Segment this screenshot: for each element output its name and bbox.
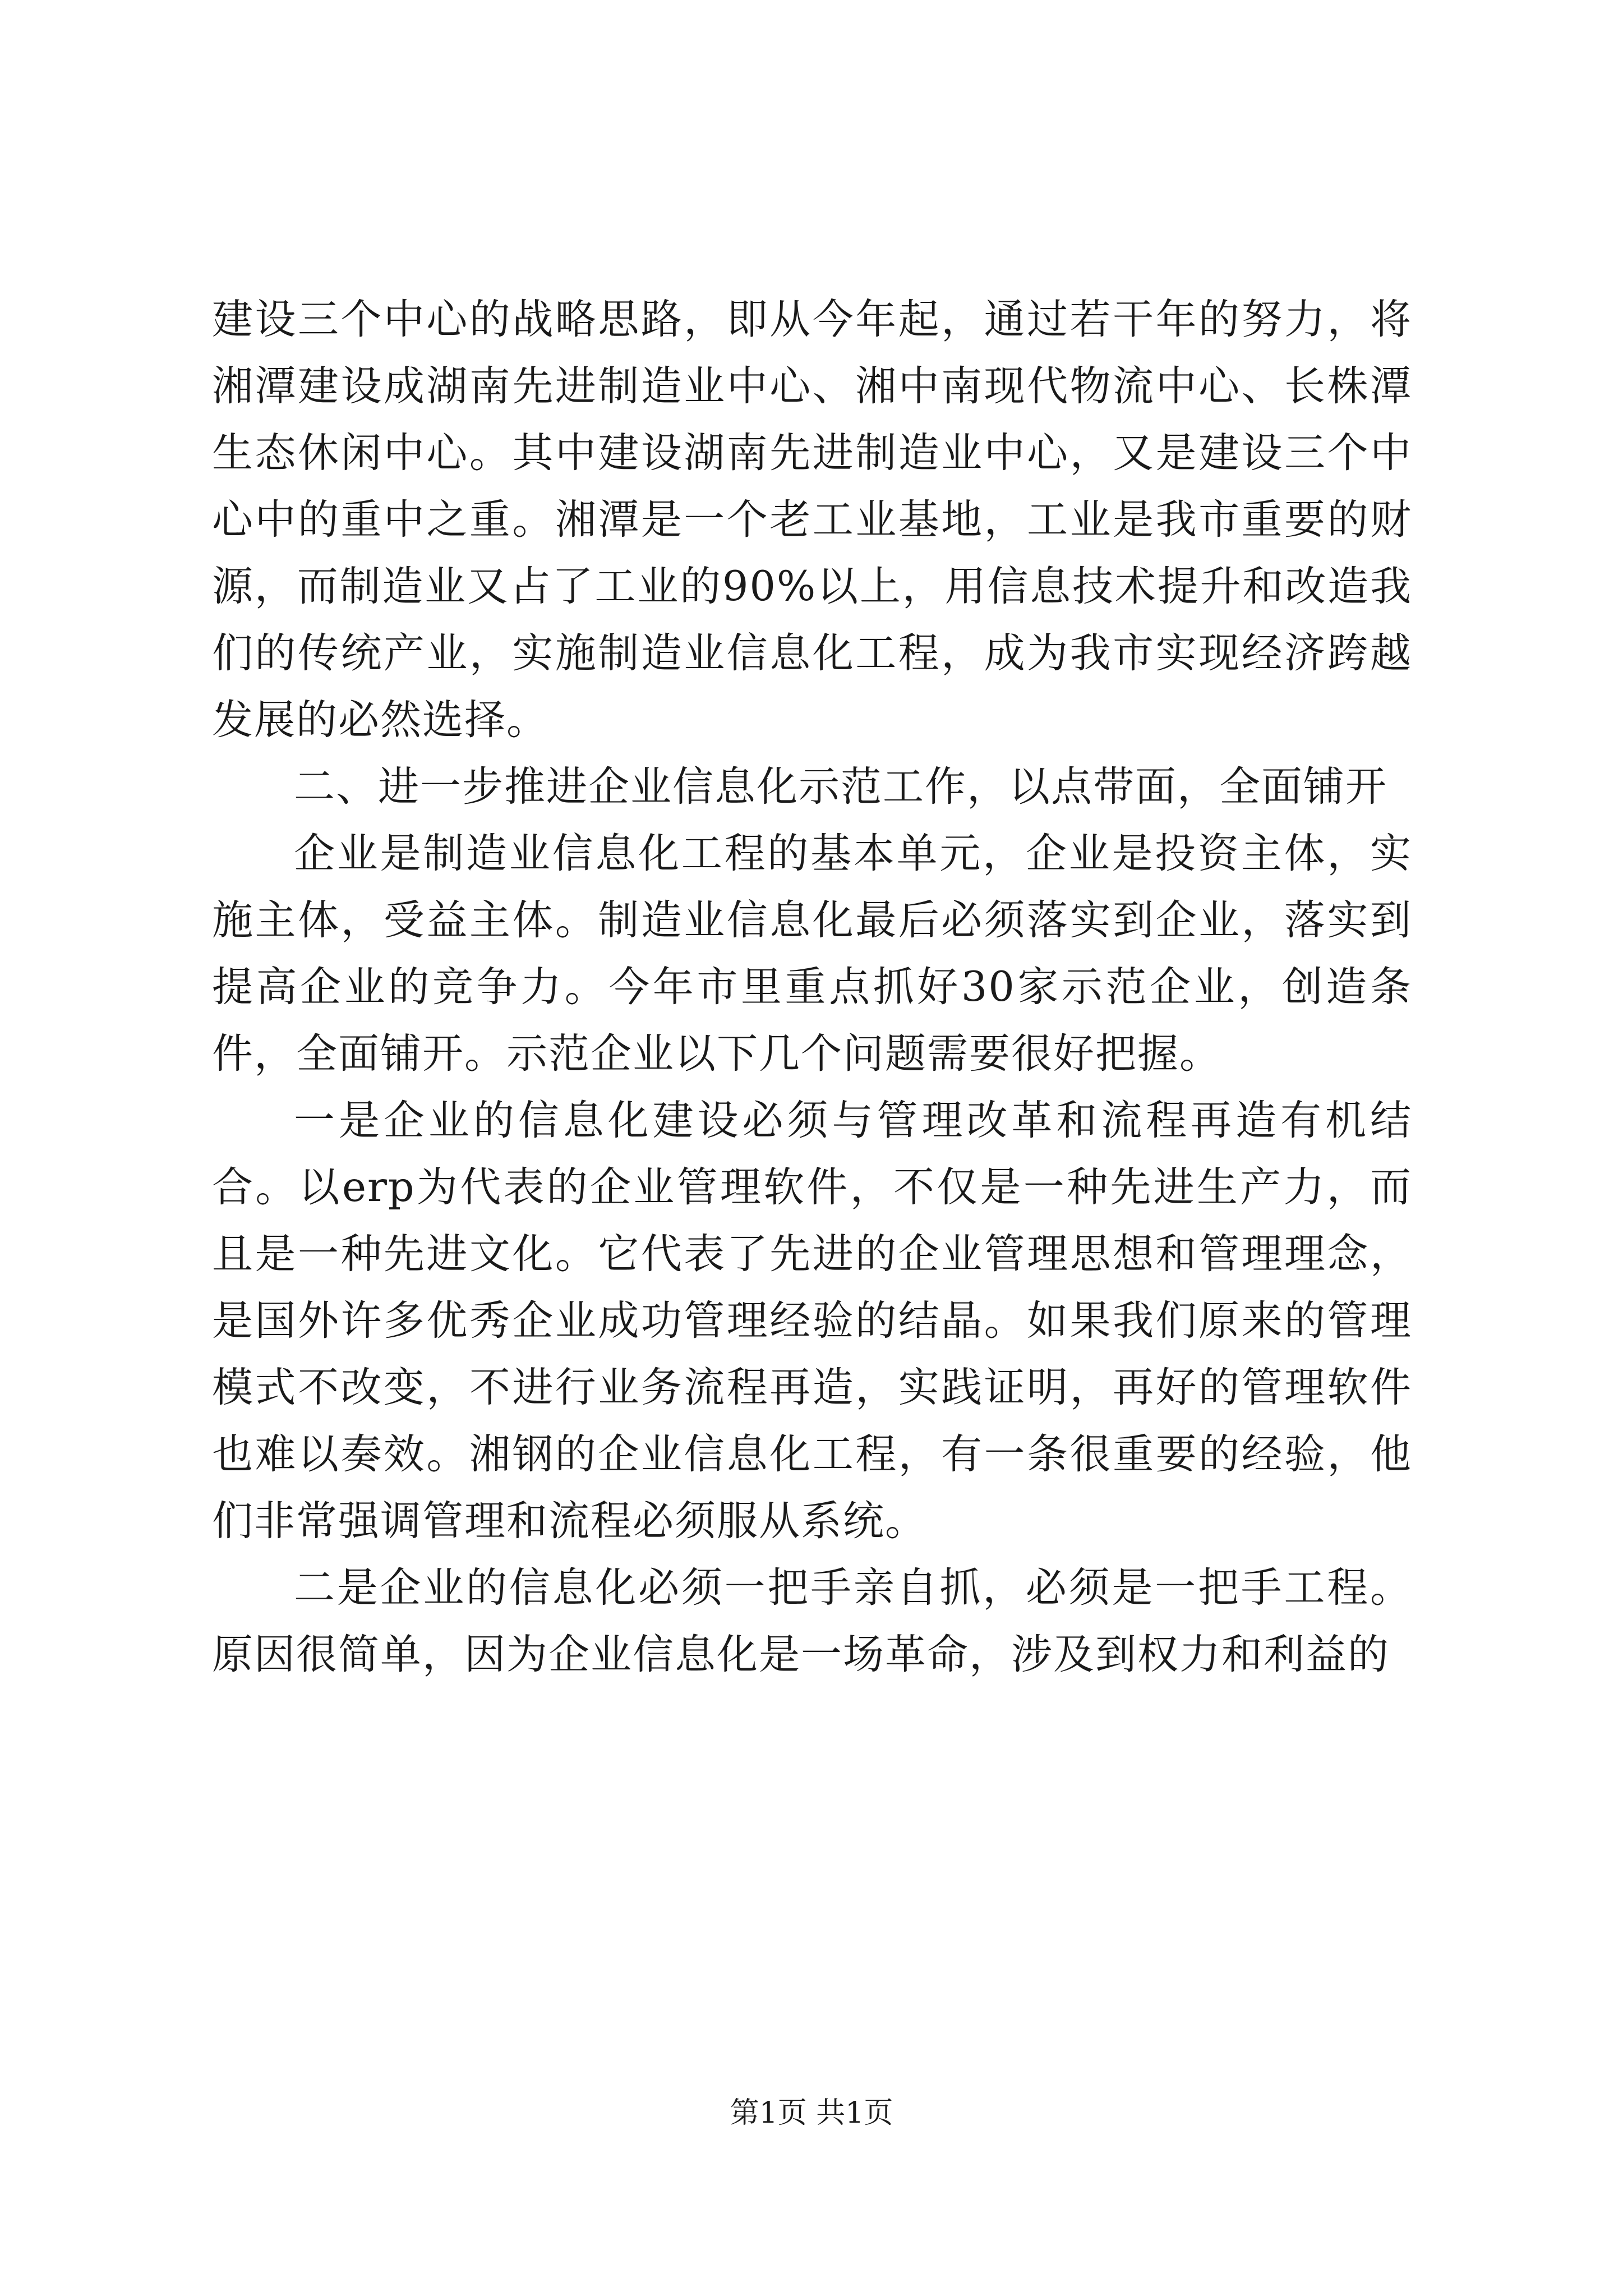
paragraph-3: 一是企业的信息化建设必须与管理改革和流程再造有机结合。以erp为代表的企业管理软件，不仅是一种先进生产力，而且是一种先进文化。它代表了先进的企业管理思想和管理理念，是国外许多优秀企业成功管理经验的结晶。如果我们原来的管理模式不改变，不进行业务流程再造，实践证明，再好的管理软件也难以奏效。湘钢的企业信息化工程，有一条很重要的经验，他们非常强调管理和流程必须服从系统。: [212, 1097, 1412, 1545]
section-heading: 二、进一步推进企业信息化示范工作，以点带面，全面铺开: [294, 763, 1387, 811]
paragraph-2: 企业是制造业信息化工程的基本单元，企业是投资主体，实施主体，受益主体。制造业信息化最后必须落实到企业，落实到提高企业的竞争力。今年市里重点抓好30家示范企业，创造条件，全面铺开。示范企业以下几个问题需要很好把握。: [212, 830, 1412, 1078]
document-body: [212, 286, 1412, 1688]
paragraph-4: 二是企业的信息化必须一把手亲自抓，必须是一把手工程。原因很简单，因为企业信息化是一场革命，涉及到权力和利益的: [212, 1564, 1412, 1678]
paragraph-1: 建设三个中心的战略思路，即从今年起，通过若干年的努力，将湘潭建设成湖南先进制造业中心、湘中南现代物流中心、长株潭生态休闲中心。其中建设湖南先进制造业中心，又是建设三个中心中的重中之重。湘潭是一个老工业基地，工业是我市重要的财源，而制造业又占了工业的90%以上，用信息技术提升和改造我们的传统产业，实施制造业信息化工程，成为我市实现经济跨越发展的必然选择。: [212, 296, 1412, 744]
page-footer: 第1页 共1页: [730, 2096, 893, 2130]
